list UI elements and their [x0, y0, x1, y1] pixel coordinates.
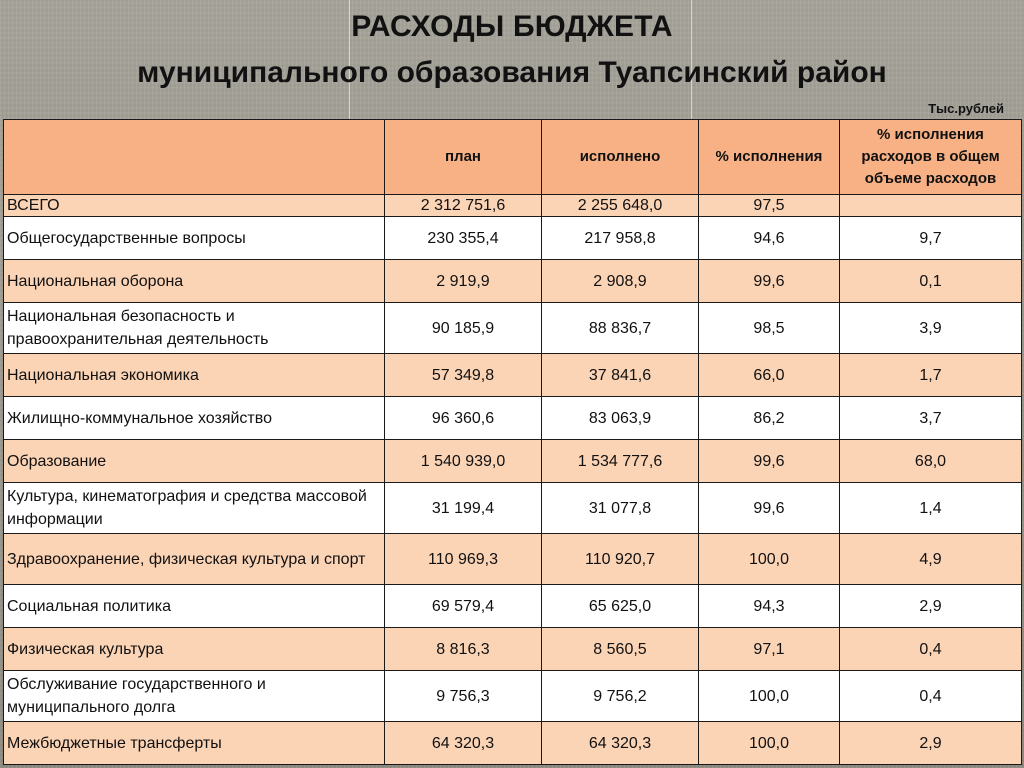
cell-plan: 57 349,8	[385, 354, 542, 397]
header-share: % исполнения расходов в общем объеме расходов	[840, 120, 1022, 195]
table-row	[4, 585, 1022, 628]
cell-name: Культура, кинематография и средства массовой информации	[4, 483, 385, 534]
cell-pct: 100,0	[699, 534, 840, 585]
table-row-total	[4, 195, 1022, 217]
cell-pct: 94,6	[699, 217, 840, 260]
cell-share: 2,9	[840, 585, 1022, 628]
cell-pct: 97,5	[699, 195, 840, 217]
cell-name: Здравоохранение, физическая культура и спорт	[4, 534, 385, 585]
header-pct: % исполнения	[699, 120, 840, 195]
cell-plan: 9 756,3	[385, 671, 542, 722]
table-row	[4, 722, 1022, 765]
cell-done: 9 756,2	[542, 671, 699, 722]
cell-done: 64 320,3	[542, 722, 699, 765]
units-label: Тыс.рублей	[928, 101, 1004, 116]
cell-pct: 99,6	[699, 260, 840, 303]
cell-plan: 96 360,6	[385, 397, 542, 440]
cell-share: 0,4	[840, 628, 1022, 671]
table-row	[4, 628, 1022, 671]
cell-plan: 90 185,9	[385, 303, 542, 354]
table-row	[4, 534, 1022, 585]
cell-plan: 110 969,3	[385, 534, 542, 585]
cell-name: Физическая культура	[4, 628, 385, 671]
cell-name: Общегосударственные вопросы	[4, 217, 385, 260]
cell-done: 83 063,9	[542, 397, 699, 440]
cell-share: 0,1	[840, 260, 1022, 303]
cell-name: Национальная безопасность и правоохранительная деятельность	[4, 303, 385, 354]
cell-name: Жилищно-коммунальное хозяйство	[4, 397, 385, 440]
cell-done: 1 534 777,6	[542, 440, 699, 483]
header-category	[4, 120, 385, 195]
slide-header	[0, 0, 1024, 118]
cell-share: 9,7	[840, 217, 1022, 260]
cell-share: 1,7	[840, 354, 1022, 397]
cell-done: 31 077,8	[542, 483, 699, 534]
cell-name: Национальная экономика	[4, 354, 385, 397]
cell-pct: 86,2	[699, 397, 840, 440]
cell-done: 110 920,7	[542, 534, 699, 585]
cell-name: Межбюджетные трансферты	[4, 722, 385, 765]
cell-share: 1,4	[840, 483, 1022, 534]
cell-plan: 64 320,3	[385, 722, 542, 765]
cell-plan: 2 312 751,6	[385, 195, 542, 217]
cell-share	[840, 195, 1022, 217]
header-plan: план	[385, 120, 542, 195]
table-row	[4, 671, 1022, 722]
table-header-row	[4, 120, 1022, 195]
table-row	[4, 440, 1022, 483]
cell-done: 217 958,8	[542, 217, 699, 260]
table-row	[4, 483, 1022, 534]
cell-share: 4,9	[840, 534, 1022, 585]
cell-pct: 100,0	[699, 722, 840, 765]
cell-done: 65 625,0	[542, 585, 699, 628]
table-row	[4, 217, 1022, 260]
cell-plan: 8 816,3	[385, 628, 542, 671]
cell-pct: 97,1	[699, 628, 840, 671]
cell-pct: 94,3	[699, 585, 840, 628]
cell-done: 37 841,6	[542, 354, 699, 397]
cell-plan: 1 540 939,0	[385, 440, 542, 483]
cell-done: 2 908,9	[542, 260, 699, 303]
header-done: исполнено	[542, 120, 699, 195]
cell-pct: 99,6	[699, 440, 840, 483]
cell-plan: 2 919,9	[385, 260, 542, 303]
cell-share: 0,4	[840, 671, 1022, 722]
cell-name: Социальная политика	[4, 585, 385, 628]
cell-name: Национальная оборона	[4, 260, 385, 303]
cell-done: 8 560,5	[542, 628, 699, 671]
cell-pct: 100,0	[699, 671, 840, 722]
cell-name: ВСЕГО	[4, 195, 385, 217]
cell-pct: 66,0	[699, 354, 840, 397]
cell-plan: 230 355,4	[385, 217, 542, 260]
cell-share: 3,7	[840, 397, 1022, 440]
cell-done: 2 255 648,0	[542, 195, 699, 217]
cell-name: Обслуживание государственного и муниципального долга	[4, 671, 385, 722]
page-subtitle: муниципального образования Туапсинский район	[137, 56, 887, 89]
table-row	[4, 354, 1022, 397]
cell-pct: 98,5	[699, 303, 840, 354]
table-row	[4, 397, 1022, 440]
cell-share: 3,9	[840, 303, 1022, 354]
cell-plan: 69 579,4	[385, 585, 542, 628]
budget-table	[3, 119, 1022, 765]
table-row	[4, 260, 1022, 303]
cell-done: 88 836,7	[542, 303, 699, 354]
cell-name: Образование	[4, 440, 385, 483]
cell-share: 2,9	[840, 722, 1022, 765]
cell-pct: 99,6	[699, 483, 840, 534]
cell-share: 68,0	[840, 440, 1022, 483]
cell-plan: 31 199,4	[385, 483, 542, 534]
table-row	[4, 303, 1022, 354]
page-title: РАСХОДЫ БЮДЖЕТА	[351, 10, 673, 43]
